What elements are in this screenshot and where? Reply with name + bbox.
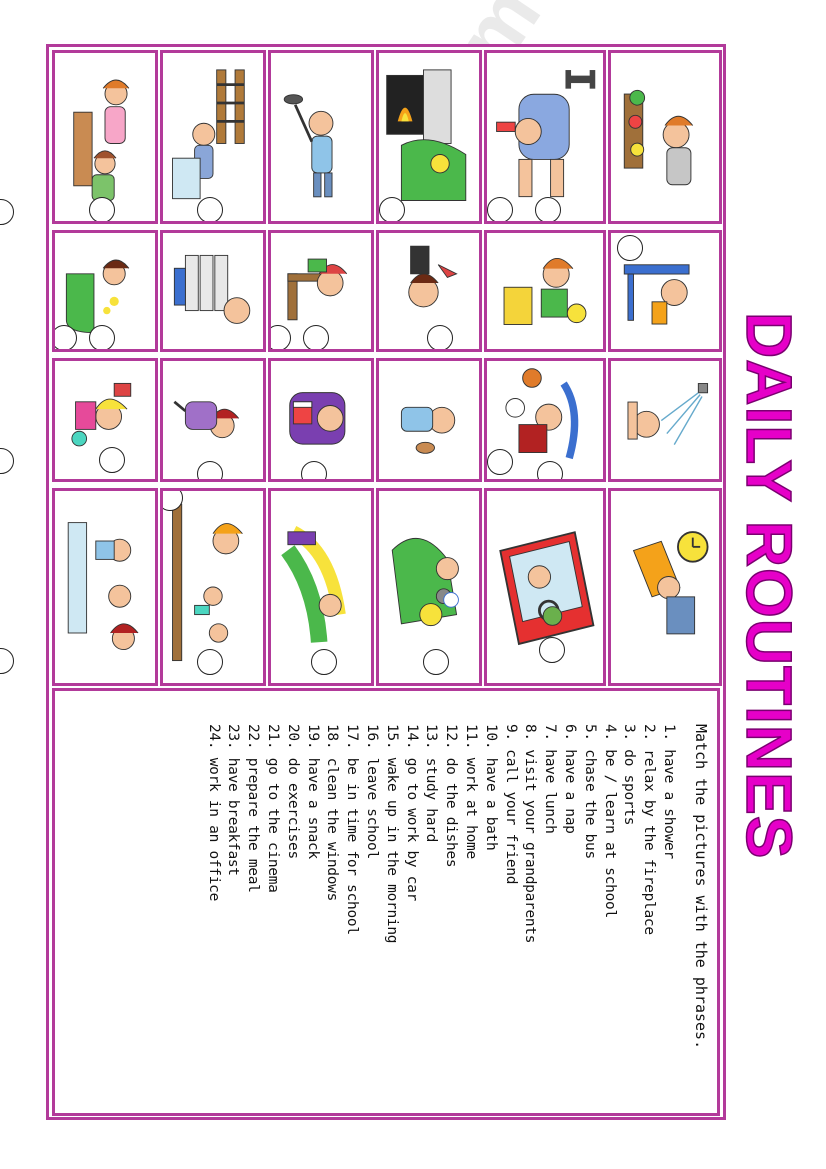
picture-cell bbox=[484, 358, 606, 482]
phrases-block bbox=[203, 724, 710, 1104]
binder-hole bbox=[0, 448, 14, 474]
phrase-item: 23. have breakfast bbox=[225, 724, 242, 876]
bus-chase-picture bbox=[383, 495, 475, 670]
phrase-item: 5. chase the bus bbox=[581, 724, 598, 859]
breakfast-table-picture bbox=[59, 495, 151, 670]
picture-cell bbox=[608, 488, 722, 686]
picture-cell bbox=[376, 50, 482, 224]
fireplace-relax-picture bbox=[383, 57, 475, 210]
binder-hole bbox=[0, 648, 14, 674]
picture-cell bbox=[52, 230, 158, 352]
answer-circle[interactable] bbox=[89, 197, 115, 223]
answer-circle[interactable] bbox=[311, 649, 337, 675]
answer-circle[interactable] bbox=[301, 461, 327, 482]
phrase-item: 17. be in time for school bbox=[344, 724, 361, 935]
weightlifter-picture bbox=[491, 57, 599, 212]
picture-cell bbox=[52, 488, 158, 686]
alarm-clock-picture bbox=[615, 495, 715, 671]
meal-preparation-picture bbox=[615, 57, 715, 211]
picture-cell bbox=[268, 230, 374, 352]
answer-circle[interactable] bbox=[379, 197, 405, 223]
answer-circle[interactable] bbox=[52, 325, 77, 351]
phrase-item: 24. work in an office bbox=[205, 724, 222, 902]
phrase-item: 6. have a nap bbox=[562, 724, 579, 834]
picture-cell bbox=[160, 50, 266, 224]
dishes-picture bbox=[167, 237, 259, 342]
picture-cell bbox=[52, 358, 158, 482]
picture-cell bbox=[376, 358, 482, 482]
picture-cell bbox=[268, 488, 374, 686]
answer-circle[interactable] bbox=[197, 649, 223, 675]
snack-man-picture bbox=[383, 365, 475, 472]
cooking-woman-picture bbox=[491, 237, 599, 343]
picture-cell bbox=[160, 358, 266, 482]
shower-man-picture bbox=[615, 365, 715, 472]
answer-circle[interactable] bbox=[197, 461, 223, 482]
phrase-item: 2. relax by the fireplace bbox=[641, 724, 658, 935]
woman-running-picture bbox=[167, 365, 259, 472]
answer-circle[interactable] bbox=[99, 447, 125, 473]
phrase-item: 10. have a bath bbox=[482, 724, 499, 851]
phrase-item: 8. visit your grandparents bbox=[522, 724, 539, 944]
answer-circle[interactable] bbox=[197, 197, 223, 223]
picture-grid bbox=[52, 50, 724, 686]
answer-circle[interactable] bbox=[303, 325, 329, 351]
phrase-item: 13. study hard bbox=[423, 724, 440, 843]
page-title: DAILY ROUTINES bbox=[733, 312, 805, 860]
phrase-item: 14. go to work by car bbox=[403, 724, 420, 902]
dizzy-man-picture bbox=[383, 237, 475, 342]
answer-circle[interactable] bbox=[423, 649, 449, 675]
running-girl-picture bbox=[275, 495, 367, 670]
phrases-list bbox=[203, 724, 678, 1104]
phrase-item: 7. have lunch bbox=[542, 724, 559, 834]
picture-cell bbox=[608, 358, 722, 482]
picture-cell bbox=[268, 358, 374, 482]
phrase-item: 11. work at home bbox=[463, 724, 480, 859]
answer-circle[interactable] bbox=[617, 235, 643, 261]
phrase-item: 3. do sports bbox=[621, 724, 638, 826]
picture-cell bbox=[484, 50, 606, 224]
talking-girls-picture bbox=[59, 57, 151, 210]
phrase-item: 4. be / learn at school bbox=[601, 724, 618, 918]
cook-with-pan-picture bbox=[275, 57, 367, 210]
answer-circle[interactable] bbox=[268, 325, 291, 351]
phrase-item: 18. clean the windows bbox=[324, 724, 341, 902]
phrase-item: 16. leave school bbox=[364, 724, 381, 859]
picture-cell bbox=[376, 230, 482, 352]
picture-cell bbox=[52, 50, 158, 224]
phrase-item: 22. prepare the meal bbox=[245, 724, 262, 893]
phrase-item: 21. go to the cinema bbox=[265, 724, 282, 893]
picture-cell bbox=[160, 230, 266, 352]
picture-cell bbox=[608, 50, 722, 224]
classroom-picture bbox=[167, 495, 259, 670]
cinema-boy-picture bbox=[275, 365, 367, 472]
picture-cell bbox=[484, 488, 606, 686]
answer-circle[interactable] bbox=[89, 325, 115, 351]
phrase-item: 1. have a shower bbox=[661, 724, 677, 859]
binder-hole bbox=[0, 199, 14, 225]
answer-circle[interactable] bbox=[535, 197, 561, 223]
phrase-item: 19. have a snack bbox=[304, 724, 321, 859]
window-cleaner-picture bbox=[167, 57, 259, 210]
picture-cell bbox=[484, 230, 606, 352]
answer-circle[interactable] bbox=[487, 197, 513, 223]
answer-circle[interactable] bbox=[539, 637, 565, 663]
picture-cell bbox=[608, 230, 722, 352]
phrase-item: 9. call your friend bbox=[502, 724, 519, 885]
phrase-item: 12. do the dishes bbox=[443, 724, 460, 868]
picture-cell bbox=[376, 488, 482, 686]
phrase-item: 20. do exercises bbox=[284, 724, 301, 859]
picture-cell bbox=[268, 50, 374, 224]
answer-circle[interactable] bbox=[487, 449, 513, 475]
answer-circle[interactable] bbox=[427, 325, 453, 351]
instruction-text: Match the pictures with the phrases. bbox=[692, 724, 710, 1050]
answer-circle[interactable] bbox=[537, 461, 563, 482]
picture-cell bbox=[160, 488, 266, 686]
phrase-item: 15. wake up in the morning bbox=[383, 724, 400, 944]
